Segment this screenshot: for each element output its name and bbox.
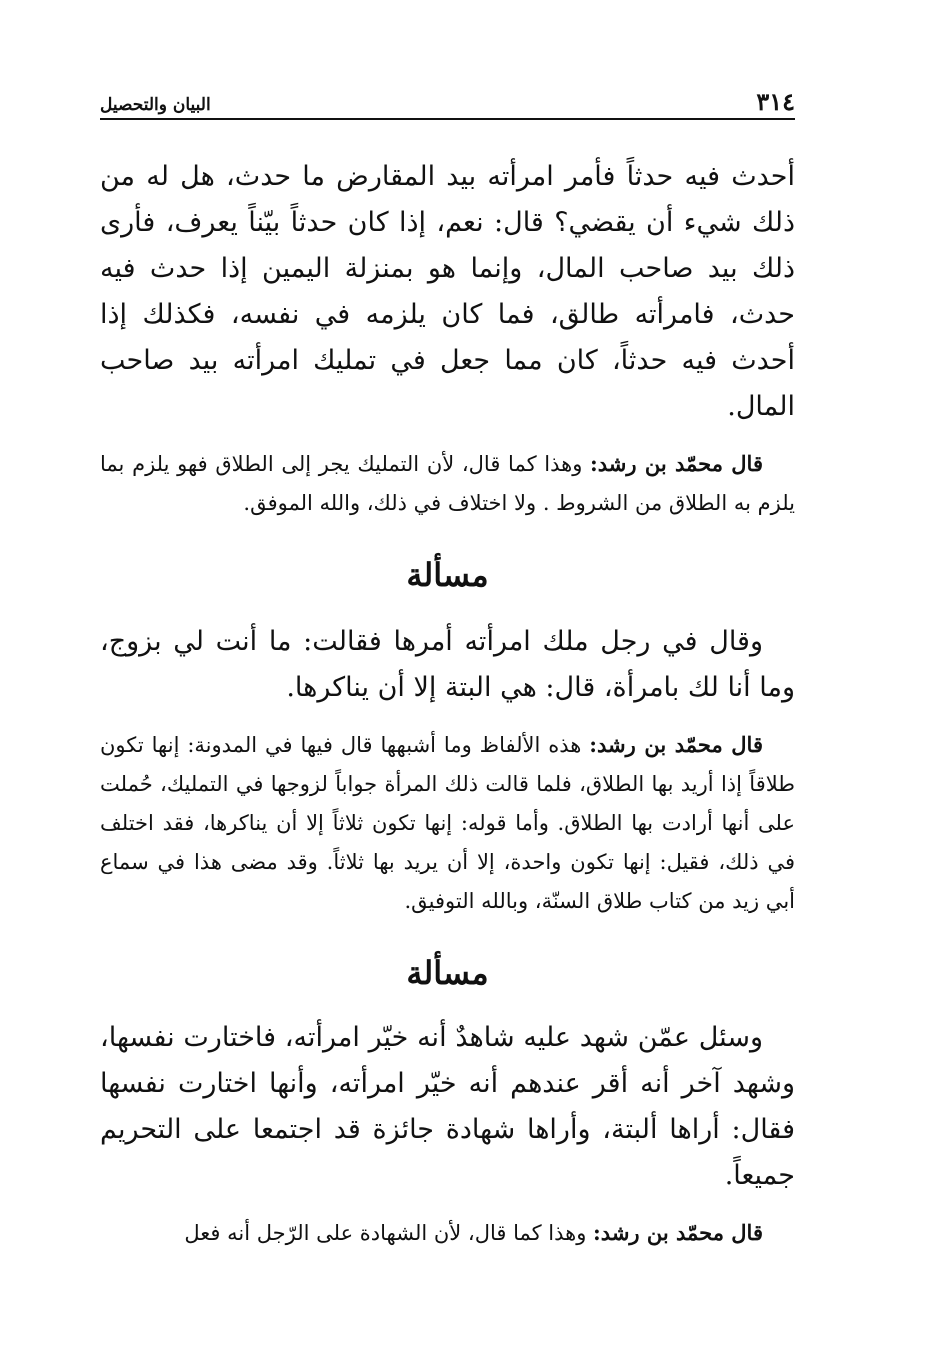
commentary-paragraph bbox=[100, 725, 795, 921]
commentary-paragraph bbox=[100, 444, 795, 523]
section-title: مسألة bbox=[406, 556, 489, 594]
commentary-text: وهذا كما قال، لأن التمليك يجر إلى الطلاق فهو يلزم بما يلزم به الطلاق من الشروط . ولا اختلاف في ذلك، والله الموفق. bbox=[100, 452, 795, 515]
commentary-text: هذه الألفاظ وما أشبهها قال فيها في المدونة: إنها تكون طلاقاً إذا أريد بها الطلاق، فلما قالت ذلك المرأة جواباً لزوجها في التمليك، حُملت على أنها أرادت بها الطلاق. وأما قوله: إنها تكون ثلاثاً إلا أن يناكرها، فقد اختلف في ذلك، فقيل: إنها تكون واحدة، إلا أن يريد بها ثلاثاً. وقد مضى هذا في سماع أبي زيد من كتاب طلاق السنّة، وبالله التوفيق. bbox=[100, 733, 795, 913]
question-paragraph: أحدث فيه حدثاً فأمر امرأته بيد المقارض ما حدث، هل له من ذلك شيء أن يقضي؟ قال: نعم، إذا كان حدثاً بيّناً يعرف، فأرى ذلك بيد صاحب المال، وإنما هو بمنزلة اليمين إذا حدث فيه حدث، فامرأته طالق، فما كان يلزمه في نفسه، فكذلك إذا أحدث فيه حدثاً، كان مما جعل في تمليك امرأته بيد صاحب المال. bbox=[100, 161, 795, 422]
section-title: مسألة bbox=[406, 954, 489, 992]
running-head bbox=[100, 80, 795, 120]
question-paragraph: وقال في رجل ملك امرأته أمرها فقالت: ما أنت لي بزوج، وما أنا لك بامرأة، قال: هي البتة إلا أن يناكرها. bbox=[100, 626, 795, 703]
question-paragraph: وسئل عمّن شهد عليه شاهدٌ أنه خيّر امرأته، فاختارت نفسها، وشهد آخر أنه أقر عندهم أنه خيّر امرأته، وأنها اختارت نفسها فقال: أراها ألبتة، وأراها شهادة جائزة قد اجتمعا على التحريم جميعاً. bbox=[100, 1022, 795, 1191]
book-page bbox=[100, 80, 795, 1253]
commentary-speaker: قال محمّد بن رشد: bbox=[590, 451, 763, 476]
commentary-paragraph bbox=[100, 1213, 795, 1253]
commentary-text: وهذا كما قال، لأن الشهادة على الرّجل أنه فعل bbox=[184, 1221, 594, 1245]
page-number: ٣١٤ bbox=[756, 87, 795, 116]
commentary-speaker: قال محمّد بن رشد: bbox=[589, 732, 763, 757]
commentary-speaker: قال محمّد بن رشد: bbox=[593, 1220, 763, 1245]
book-title: البيان والتحصيل bbox=[100, 95, 211, 115]
